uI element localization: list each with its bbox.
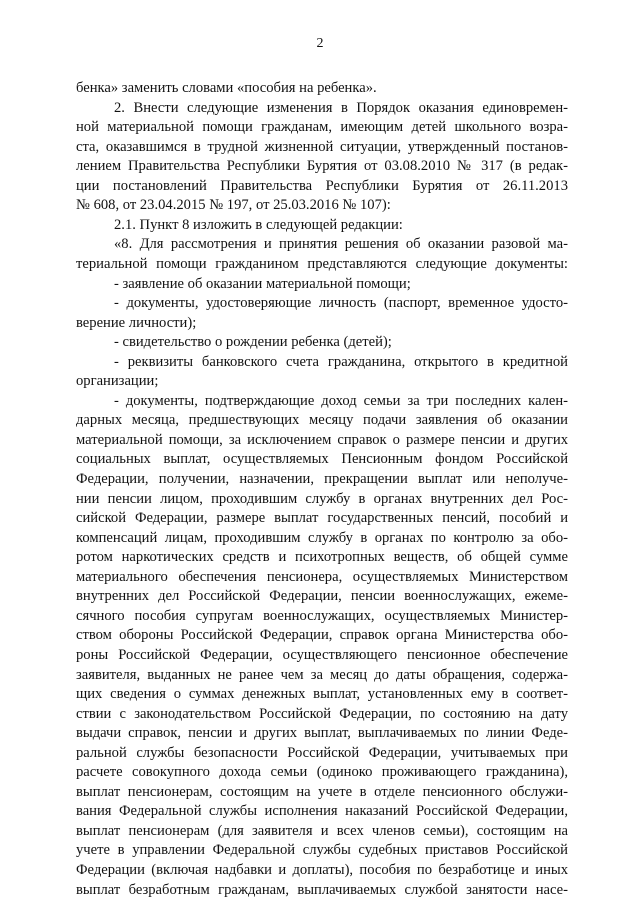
text-line: учете в управлении Федеральной службы судебных приставов Российской (76, 842, 568, 859)
text-line: нии пенсии лицом, проходившим службу в органах внутренних дел Рос- (76, 490, 568, 507)
text-line: ральной службы безопасности Российской Федерации, учитываемых при (76, 744, 568, 761)
text-line: выдачи справок, пенсии и других выплат, выплачиваемых по линии Феде- (76, 725, 568, 742)
text-line: материального обеспечения пенсионера, осуществляемых Министерством (76, 568, 568, 585)
text-line: выплат безработным гражданам, выплачиваемых службой занятости насе- (76, 881, 568, 898)
text-line: лением Правительства Республики Бурятия от 03.08.2010 № 317 (в редак- (76, 158, 568, 175)
text-line: выплат пенсионерам, состоящим на учете в отделе пенсионного обслужи- (76, 783, 568, 800)
text-line: внутренних дел Российской Федерации, пенсии военнослужащих, ежеме- (76, 588, 568, 605)
text-line: щих сведения о суммах денежных выплат, установленных ему в соответ- (76, 686, 568, 703)
text-line: вания Федеральной службы исполнения наказаний Российской Федерации, (76, 803, 568, 820)
text-line: социальных выплат, осуществляемых Пенсионным фондом Российской (76, 451, 568, 468)
text-line: 2. Внести следующие изменения в Порядок оказания единовремен- (114, 99, 568, 116)
text-line: организации; (76, 373, 159, 390)
text-line: сячного пособия супругам военнослужащих, осуществляемых Министер- (76, 607, 568, 624)
text-line: бенка» заменить словами «пособия на ребенка». (76, 80, 377, 96)
text-line: - реквизиты банковского счета гражданина, открытого в кредитной (114, 353, 568, 370)
text-line: дарных месяца, предшествующих месяцу подачи заявления об оказании (76, 412, 568, 429)
text-line: роны Российской Федерации, осуществляющего пенсионное обеспечение (76, 646, 568, 663)
text-line: Федерации (включая надбавки и доплаты), пособия по безработице и иных (76, 862, 568, 878)
text-line: Федерации, получении, назначении, прекращении выплат или неполуче- (76, 471, 568, 487)
text-line: сийской Федерации, размере выплат государственных пенсий, пособий и (76, 510, 568, 527)
text-line: верение личности); (76, 314, 197, 331)
text-line: - документы, подтверждающие доход семьи за три последних кален- (114, 392, 568, 409)
text-line: - заявление об оказании материальной помощи; (114, 275, 411, 292)
text-line: - свидетельство о рождении ребенка (детей); (114, 334, 392, 351)
text-line: териальной помощи гражданином представляются следующие документы: (76, 255, 568, 272)
text-line: - документы, удостоверяющие личность (паспорт, временное удосто- (114, 295, 568, 312)
text-line: ции постановлений Правительства Республики Бурятия от 26.11.2013 (76, 177, 568, 194)
page-number: 2 (316, 36, 324, 51)
text-line: ствии с законодательством Российской Федерации, по состоянию на дату (76, 705, 568, 722)
text-line: ста, оказавшимся в трудной жизненной ситуации, утвержденный постанов- (76, 138, 568, 155)
text-line: 2.1. Пункт 8 изложить в следующей редакции: (114, 216, 403, 233)
text-line: компенсаций лицам, проходившим службу в органах по контролю за обо- (76, 529, 568, 546)
text-line: ством обороны Российской Федерации, справок органа Министерства обо- (76, 627, 568, 644)
text-line: ротом наркотических средств и психотропных веществ, об общей сумме (76, 549, 568, 566)
text-line: выплат пенсионерам (для заявителя и всех членов семьи), состоящим на (76, 822, 568, 839)
text-line: № 608, от 23.04.2015 № 197, от 25.03.2016 № 107): (76, 197, 391, 214)
text-line: расчете совокупного дохода семьи (одиноко проживающего гражданина), (76, 764, 568, 781)
text-line: материальной помощи, за исключением справок о размере пенсии и других (76, 431, 568, 448)
text-line: ной материальной помощи гражданам, имеющим детей школьного возра- (76, 119, 568, 136)
text-line: «8. Для рассмотрения и принятия решения об оказании разовой ма- (114, 236, 568, 253)
text-line: заявителя, выданных не ранее чем за месяц до даты обращения, содержа- (76, 666, 568, 683)
